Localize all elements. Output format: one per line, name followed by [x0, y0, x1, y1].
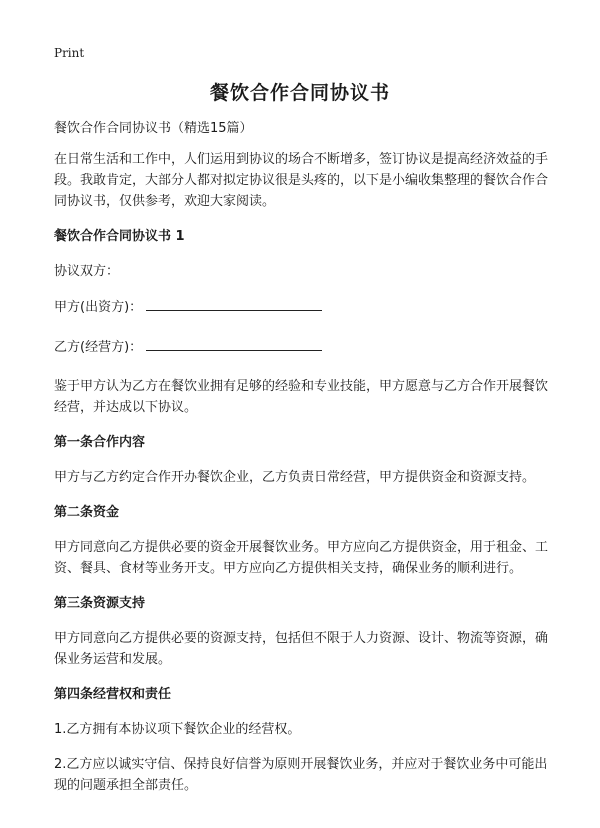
party-b-label: 乙方(经营方)：: [54, 340, 143, 355]
document-body: [54, 118, 552, 810]
article-3-heading: 第三条资源支持: [54, 596, 146, 611]
parties-label: 协议双方：: [54, 264, 120, 279]
document-title: 餐饮合作合同协议书: [209, 82, 390, 104]
article-2-text: 甲方同意向乙方提供必要的资金开展餐饮业务。甲方应向乙方提供资金，用于租金、工资、餐具、食材等业务开支。甲方应向乙方提供相关支持，确保业务的顺利进行。: [54, 540, 549, 576]
party-a-label: 甲方(出资方)：: [54, 300, 143, 315]
party-a-blank-line: [146, 296, 322, 311]
article-2-heading: 第二条资金: [54, 505, 120, 520]
party-a-row: [54, 296, 552, 318]
party-b-blank-line: [146, 336, 322, 351]
article-3-text: 甲方同意向乙方提供必要的资源支持，包括但不限于人力资源、设计、物流等资源，确保业务运营和发展。: [54, 631, 549, 667]
article-4-item-2: 2.乙方应以诚实守信、保持良好信誉为原则开展餐饮业务，并应对于餐饮业务中可能出现的问题承担全部责任。: [54, 757, 548, 793]
article-1-heading: 第一条合作内容: [54, 435, 146, 450]
intro-paragraph: 在日常生活和工作中，人们运用到协议的场合不断增多，签订协议是提高经济效益的手段。我敢肯定，大部分人都对拟定协议很是头疼的，以下是小编收集整理的餐饮合作合同协议书，仅供参考，欢迎大家阅读。: [54, 152, 549, 209]
document-subtitle: 餐饮合作合同协议书（精选15篇）: [54, 121, 253, 136]
article-4-item-1: 1.乙方拥有本协议项下餐饮企业的经营权。: [54, 722, 301, 737]
article-1-text: 甲方与乙方约定合作开办餐饮企业，乙方负责日常经营，甲方提供资金和资源支持。: [54, 470, 536, 485]
article-4-heading: 第四条经营权和责任: [54, 687, 172, 702]
party-b-row: [54, 336, 552, 358]
preamble-paragraph: 鉴于甲方认为乙方在餐饮业拥有足够的经验和专业技能，甲方愿意与乙方合作开展餐饮经营，并达成以下协议。: [54, 379, 549, 415]
print-link[interactable]: Print: [54, 46, 85, 60]
section-heading: 餐饮合作合同协议书 1: [54, 229, 185, 244]
